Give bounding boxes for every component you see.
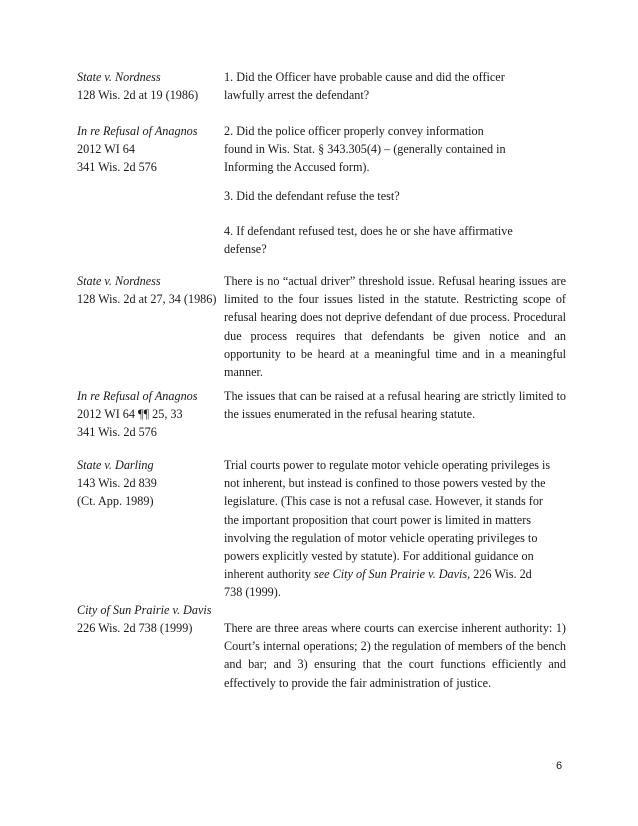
summary-line: 1. Did the Officer have probable cause and did the officer	[224, 70, 505, 84]
summary-line	[224, 565, 566, 583]
see-reference-cite: , 226 Wis. 2d	[467, 567, 532, 582]
case-cite: 2012 WI 64	[77, 142, 135, 157]
case-cite: 143 Wis. 2d 839	[77, 476, 157, 491]
summary-line: found in Wis. Stat. § 343.305(4) – (generally contained in	[224, 142, 506, 157]
case-cite: 128 Wis. 2d at 19 (1986)	[77, 88, 199, 103]
summary-line: the important proposition that court power is limited in matters	[224, 512, 532, 527]
see-reference: see City of Sun Prairie v. Davis	[314, 567, 468, 582]
case-name: State v. Nordness	[77, 70, 161, 84]
case-cite: 128 Wis. 2d at 27, 34 (1986)	[77, 292, 217, 307]
case-cite: 341 Wis. 2d 576	[77, 425, 157, 440]
summary-line: powers explicitly vested by statute). For additional guidance on	[224, 549, 534, 564]
case-name: State v. Nordness	[77, 274, 161, 288]
case-summary	[224, 222, 566, 258]
case-cite: 226 Wis. 2d 738 (1999)	[77, 621, 193, 636]
summary-line: legislature. (This case is not a refusal case. However, it stands for	[224, 494, 543, 509]
case-summary: The issues that can be raised at a refusal hearing are strictly limited to the issues enumerated in the refusal hearing statute.	[224, 389, 566, 422]
case-citation	[77, 601, 225, 637]
summary-text: inherent authority	[224, 567, 311, 582]
case-summary: There are three areas where courts can exercise inherent authority: 1) Court’s internal operations; 2) the regulation of members of the bench and bar; and 3) ensuring that the court functions efficiently and effectively to provide the fair administration of justice.	[224, 621, 566, 690]
case-name: City of Sun Prairie v. Davis	[77, 603, 212, 617]
case-summary	[224, 122, 566, 177]
summary-line: Informing the Accused form).	[224, 160, 370, 175]
case-name: In re Refusal of Anagnos	[77, 124, 198, 138]
case-name: In re Refusal of Anagnos	[77, 389, 198, 403]
case-citation	[77, 68, 225, 104]
summary-line: not inherent, but instead is confined to those powers vested by the	[224, 476, 546, 491]
summary-line: involving the regulation of motor vehicle operating privileges to	[224, 530, 538, 545]
case-cite: (Ct. App. 1989)	[77, 494, 154, 509]
summary-line: 4. If defendant refused test, does he or she have affirmative	[224, 224, 513, 238]
summary-line: Trial courts power to regulate motor vehicle operating privileges is	[224, 458, 551, 472]
case-citation	[77, 387, 225, 442]
summary-line: 3. Did the defendant refuse the test?	[224, 189, 400, 203]
case-citation	[77, 122, 225, 177]
summary-line: 2. Did the police officer properly convey information	[224, 124, 484, 138]
page-number: 6	[556, 760, 563, 772]
case-summary	[224, 456, 566, 602]
case-summary	[224, 187, 566, 205]
case-cite: 2012 WI 64 ¶¶ 25, 33	[77, 407, 183, 422]
case-name: State v. Darling	[77, 458, 154, 472]
case-citation	[77, 272, 225, 308]
case-summary	[224, 68, 566, 104]
summary-line: lawfully arrest the defendant?	[224, 88, 370, 103]
case-cite: 341 Wis. 2d 576	[77, 160, 157, 175]
case-citation	[77, 456, 225, 511]
case-summary: There is no “actual driver” threshold issue. Refusal hearing issues are limited to the four issues listed in the statute. Restricting scope of refusal hearing does not deprive defendant of due process. Procedural due process requires that defendants be given notice and an opportunity to be heard at a meaningful time and in a meaningful manner.	[224, 274, 566, 380]
summary-line: defense?	[224, 242, 267, 257]
summary-line: 738 (1999).	[224, 585, 281, 600]
